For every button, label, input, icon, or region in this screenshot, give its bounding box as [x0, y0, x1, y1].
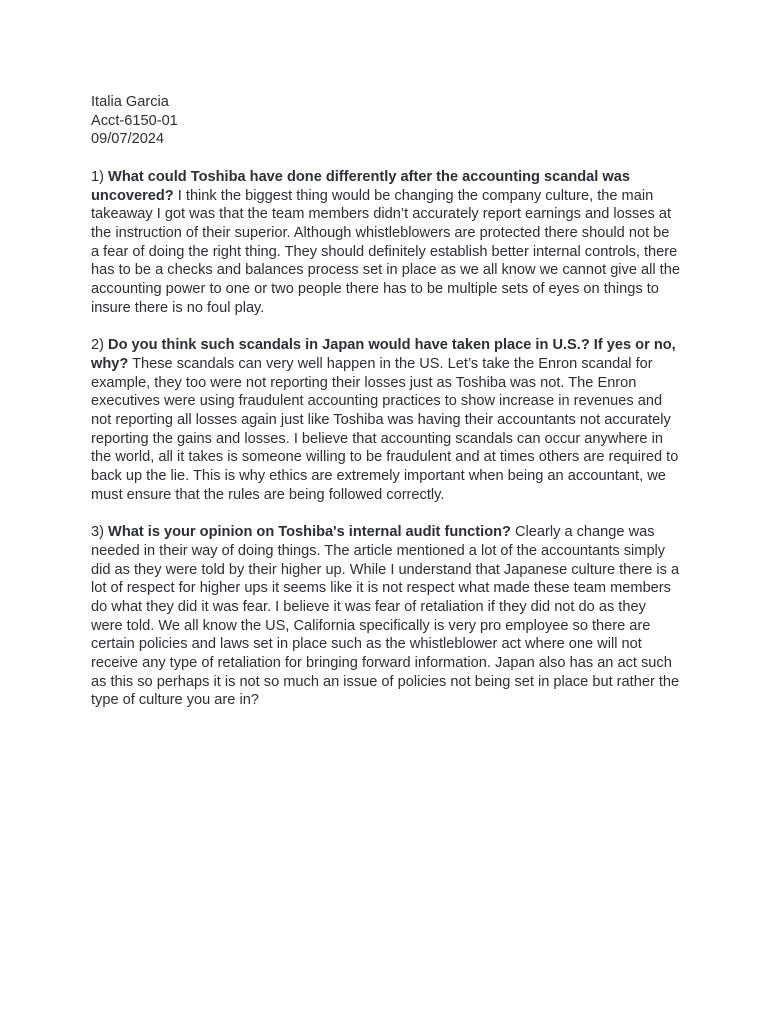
course-code: Acct-6150-01 — [91, 112, 178, 129]
document-date: 09/07/2024 — [91, 131, 165, 148]
answer-text: Clearly a change was needed in their way of doing things. The article mentioned a lot of the accountants simply did as they were told by their higher up. While I understand that Japanese culture there is a lot of respect for higher ups it seems like it is not respect what made these team members do what they did it was fear. I believe it was fear of retaliation if they did not do as they were told. We all know the US, California specifically is very pro employee so there are certain policies and laws set in place such as the whistleblower act where one will not receive any type of retaliation for bringing forward information. Japan also has an act such as this so perhaps it is not so much an issue of policies not being set in place but rather the type of culture you are in? — [91, 524, 680, 709]
question-paragraph-3 — [91, 523, 681, 710]
question-text: What is your opinion on Toshiba's internal audit function? — [108, 524, 511, 541]
question-number: 2) — [91, 337, 104, 354]
question-text: What could Toshiba have done differently after the accounting scandal was uncovered? — [91, 168, 630, 204]
header-block — [91, 93, 681, 149]
student-name: Italia Garcia — [91, 94, 169, 110]
question-text: Do you think such scandals in Japan would have taken place in U.S.? If yes or no, why? — [91, 337, 676, 372]
question-paragraph-2 — [91, 336, 681, 504]
document-body — [91, 93, 681, 710]
answer-text: I think the biggest thing would be changing the company culture, the main takeaway I got was that the team members didn’t accurately report earnings and losses at the instruction of their superior. Although whistleblowers are protected there should not be a fear of doing the right thing. They should definitely establish better internal controls, there has to be a checks and balances process set in place as we all know we cannot give all the accounting power to one or two people there has to be multiple sets of eyes on things to insure there is no foul play. — [91, 187, 680, 316]
question-paragraph-1 — [91, 168, 681, 318]
answer-text: These scandals can very well happen in the US. Let’s take the Enron scandal for example, they too were not reporting their losses just as Toshiba was not. The Enron executives were using fraudulent accounting practices to show increase in revenues and not reporting all losses again just like Toshiba was having their accountants not accurately reporting the gains and losses. I believe that accounting scandals can occur anywhere in the world, all it takes is someone willing to be fraudulent and at times others are required to back up the lie. This is why ethics are extremely important when being an accountant, we must ensure that the rules are being followed correctly. — [91, 355, 679, 503]
question-number: 3) — [91, 524, 104, 541]
question-number: 1) — [91, 168, 104, 185]
